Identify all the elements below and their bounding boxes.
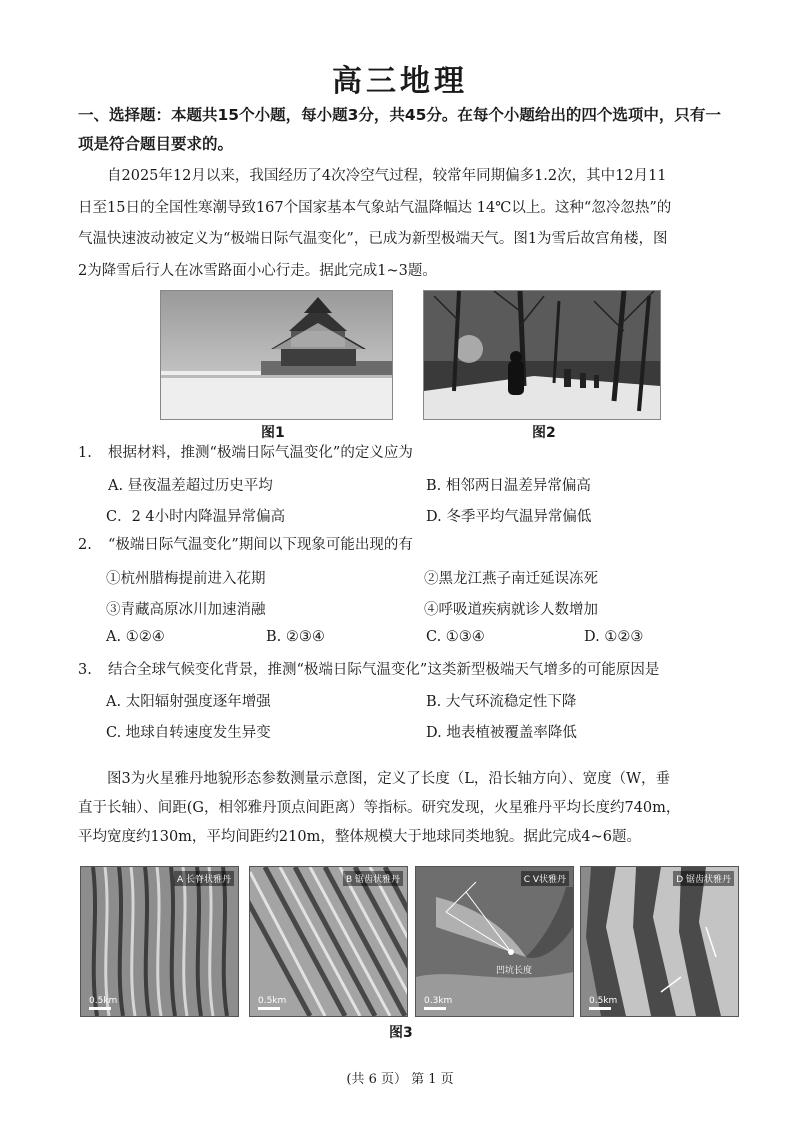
- passage-2-line3: 平均宽度约130m，平均间距约210m，整体规模大于地球同类地貌。据此完成4~6题。: [78, 829, 641, 845]
- question-2-option-c: C. ①③④: [426, 629, 485, 645]
- question-1-option-a: A. 昼夜温差超过历史平均: [108, 478, 273, 494]
- panel-c-scale-bar: [424, 1007, 446, 1010]
- panel-a-label: A 长脊状雅丹: [174, 871, 234, 886]
- figure-1-caption: 图1: [261, 425, 285, 441]
- panel-a-scale-text: 0.5km: [89, 996, 118, 1006]
- question-2: [78, 535, 748, 557]
- question-2-statement-3: ③青藏高原冰川加速消融: [106, 602, 266, 618]
- panel-c-scale: [424, 996, 452, 1010]
- question-2-text: “极端日际气温变化”期间以下现象可能出现的有: [108, 537, 413, 553]
- v-shaped-yardang-image: [416, 867, 573, 1016]
- question-3-option-a: A. 太阳辐射强度逐年增强: [106, 694, 271, 710]
- passage-1-line4: 2为降雪后行人在冰雪路面小心行走。据此完成1~3题。: [78, 262, 437, 279]
- figure-3-caption: 图3: [389, 1025, 413, 1041]
- sawtooth-yardang-d-image: [581, 867, 738, 1016]
- question-1-number: 1.: [78, 445, 92, 461]
- passage-1-line1: 自2025年12月以来，我国经历了4次冷空气过程，较常年同期偏多1.2次，其中12月11: [107, 168, 667, 184]
- panel-b-label: B 锯齿状雅丹: [343, 871, 403, 886]
- question-2-option-a: A. ①②④: [106, 629, 165, 645]
- question-3-text: 结合全球气候变化背景，推测“极端日际气温变化”这类新型极端天气增多的可能原因是: [108, 662, 660, 678]
- page-title: 高三地理: [332, 64, 468, 99]
- question-2-statement-4: ④呼吸道疾病就诊人数增加: [424, 602, 598, 618]
- question-2-statement-2: ②黑龙江燕子南迁延误冻死: [424, 571, 598, 587]
- panel-c-pit-length-label: 凹坑长度: [496, 966, 533, 976]
- passage-2: [78, 765, 740, 852]
- panel-d-scale-text: 0.5km: [589, 996, 618, 1006]
- section-heading-line1: 一、选择题：本题共15个小题，每小题3分，共45分。在每个小题给出的四个选项中，只有一: [78, 106, 721, 124]
- sawtooth-yardang-image: [250, 867, 407, 1016]
- section-heading-line2: 项是符合题目要求的。: [78, 135, 234, 153]
- passage-2-line1: 图3为火星雅丹地貌形态参数测量示意图，定义了长度（L，沿长轴方向）、宽度（W，垂: [107, 771, 671, 787]
- question-1-text: 根据材料，推测“极端日际气温变化”的定义应为: [108, 445, 413, 461]
- long-ridge-yardang-image: [81, 867, 238, 1016]
- panel-d-scale-bar: [589, 1007, 611, 1010]
- figure-2-photo: [423, 290, 661, 420]
- section-heading: [78, 101, 738, 159]
- panel-a-scale-bar: [89, 1007, 111, 1010]
- question-1-option-b: B. 相邻两日温差异常偏高: [426, 478, 591, 494]
- page-footer: (共 6 页） 第 1 页: [346, 1072, 454, 1087]
- panel-d-label: D 锯齿状雅丹: [673, 871, 734, 886]
- passage-1-line2: 日至15日的全国性寒潮导致167个国家基本气象站气温降幅达 14℃以上。这种“忽冷忽热”的: [78, 199, 672, 216]
- passage-1-line3: 气温快速波动被定义为“极端日际气温变化”，已成为新型极端天气。图1为雪后故宫角楼，图: [78, 231, 668, 247]
- question-1-option-c: C．2 4小时内降温异常偏高: [106, 509, 286, 525]
- question-2-option-d: D. ①②③: [584, 629, 644, 645]
- panel-b-scale-text: 0.5km: [258, 996, 287, 1006]
- figure-3-panel-d: [580, 866, 739, 1017]
- question-3-option-d: D. 地表植被覆盖率降低: [426, 725, 577, 741]
- figure-3-panel-b: [249, 866, 408, 1017]
- question-2-statement-1: ①杭州腊梅提前进入花期: [106, 571, 266, 587]
- figure-3-panel-c: [415, 866, 574, 1017]
- panel-b-scale-bar: [258, 1007, 280, 1010]
- question-3-option-b: B. 大气环流稳定性下降: [426, 694, 577, 710]
- question-3: [78, 660, 748, 682]
- panel-c-label: C V状雅丹: [521, 871, 569, 886]
- passage-2-line2: 直于长轴）、间距(G，相邻雅丹顶点间距离）等指标。研究发现，火星雅丹平均长度约740m，: [78, 800, 681, 816]
- corner-tower-image: [161, 291, 392, 419]
- question-3-number: 3.: [78, 662, 92, 678]
- question-1-option-d: D. 冬季平均气温异常偏低: [426, 509, 592, 525]
- figure-3-panel-a: [80, 866, 239, 1017]
- snowy-sidewalk-image: [424, 291, 660, 419]
- figure-2-caption: 图2: [532, 425, 556, 441]
- figure-1-photo: [160, 290, 393, 420]
- panel-b-scale: [258, 996, 286, 1010]
- question-2-number: 2.: [78, 537, 92, 553]
- passage-1: [78, 161, 740, 287]
- panel-a-scale: [89, 996, 117, 1010]
- panel-c-scale-text: 0.3km: [424, 996, 453, 1006]
- question-2-option-b: B. ②③④: [266, 629, 325, 645]
- question-3-option-c: C. 地球自转速度发生异变: [106, 725, 271, 741]
- panel-d-scale: [589, 996, 617, 1010]
